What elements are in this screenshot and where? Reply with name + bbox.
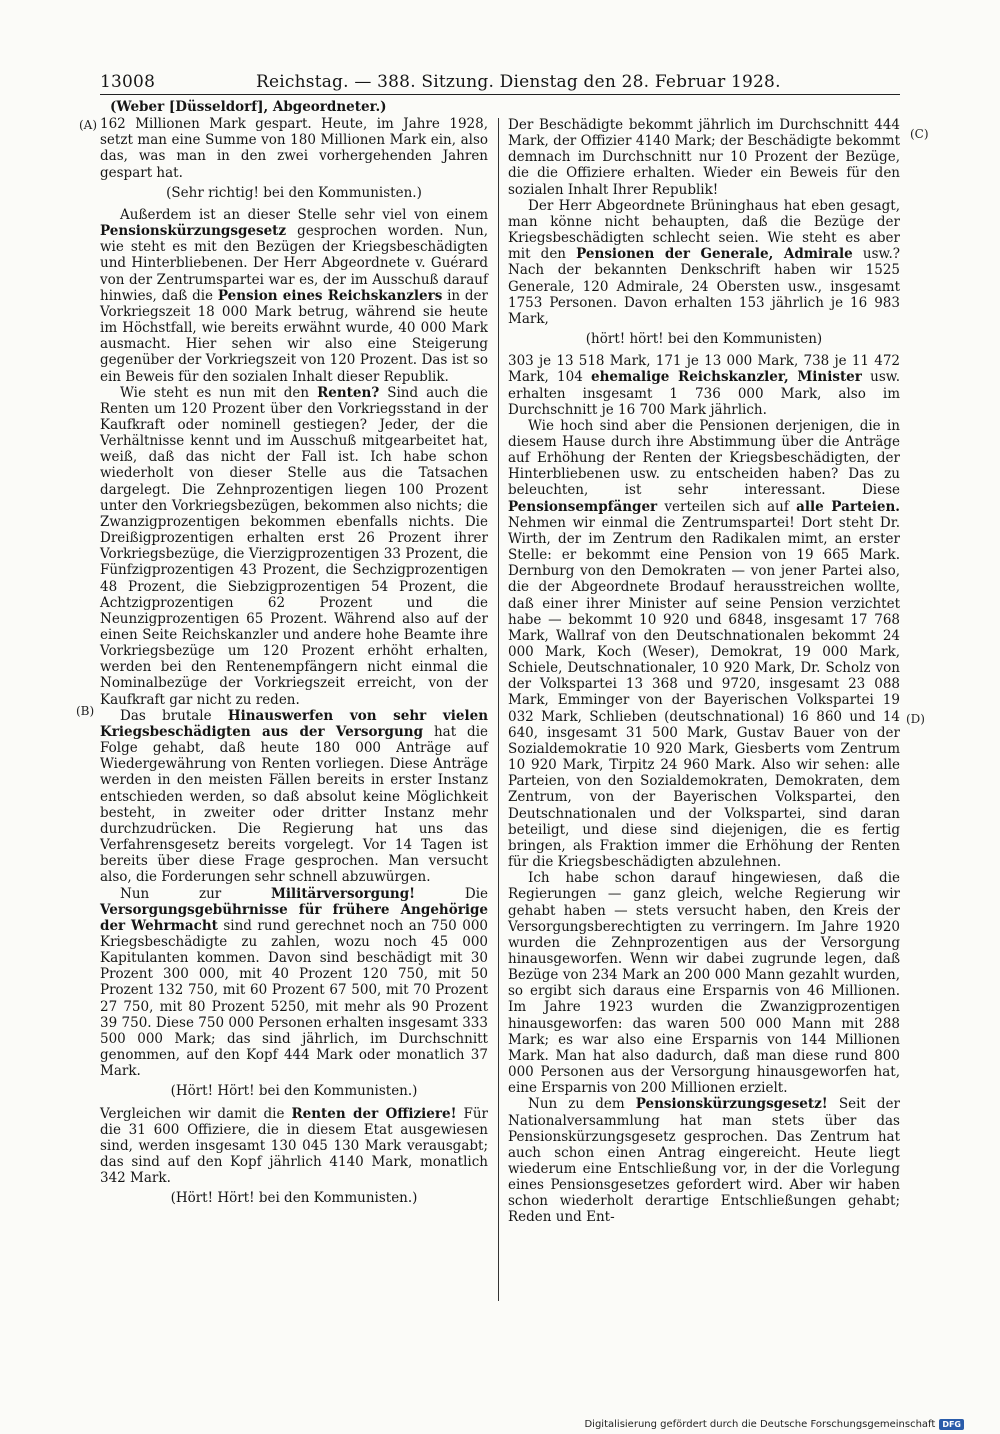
paragraph: Außerdem ist an dieser Stelle sehr viel von einem Pensionskürzungsgesetz gesprochen worden. Nun, wie steht es mit den Bezügen der Kriegsbeschädigten und Hinterbliebenen. Der Herr Abgeordnete v. Guérard von der Zentrumspartei war es, der im Ausschuß darauf hinwies, daß die Pension eines Reichskanzlers in der Vorkriegszeit 18 000 Mark betrug, während sie heute im Höchstfall, wie bereits erwähnt wurde, 40 000 Mark ausmacht. Hier sehen wir also eine Steigerung gegenüber der Vorkriegszeit von 120 Prozent. Das ist so ein Beweis für den sozialen Inhalt dieser Republik. [100,206,489,385]
interjection: (hört! hört! bei den Kommunisten) [585,331,823,348]
paragraph: Der Herr Abgeordnete Brüninghaus hat eben gesagt, man könne nicht behaupten, daß die Bezüge der Kriegsbeschädigten schlecht seien. Wie steht es aber mit den Pensionen der Generale, Admirale usw.? Nach der bekannten Denkschrift haben wir 1525 Generale, 120 Admirale, 24 Obersten usw., insgesamt 1753 Personen. Davon erhalten 153 jährlich je 16 983 Mark, [508,197,901,327]
margin-marker-c: (C) [910,127,929,141]
paragraph: Nun zu dem Pensionskürzungsgesetz! Seit der Nationalversammlung hat man stets über das Pensionskürzungsgesetz gesprochen. Das Zentrum hat auch schon einen Antrag eingereicht. Heute liegt wiederum eine Entschließung vor, in der die Vorlegung eines Pensionsgesetzes gefordert wird. Aber wir haben schon wiederholt derartige Entschließungen gehabt; Reden und Ent- [508,1096,900,1226]
paragraph: Vergleichen wir damit die Renten der Offiziere! Für die 31 600 Offiziere, die in diesem Etat ausgewiesen sind, werden insgesamt 130 045 130 Mark verausgabt; das sind auf den Kopf jährlich 4140 Mark, monatlich 342 Mark. [100,1105,488,1187]
paragraph: Das brutale Hinauswerfen von sehr vielen Kriegsbeschädigten aus der Versorgung hat die Folge gehabt, daß heute 180 000 Anträge auf Wiedergewährung von Renten vorliegen. Diese Anträge werden in den meisten Fällen bereits in erster Instanz entschieden werden, so daß absolut keine Möglichkeit besteht, in zweiter oder dritter Instanz mehr durchzudrücken. Die Regierung hat uns das Verfahrensgesetz bereits vorgelegt. Vor 14 Tagen ist bereits über diese Frage gesprochen. Man versucht also, die Forderungen sehr schnell abzuwürgen. [100,707,489,886]
page-header [100,72,900,94]
interjection: (Hört! Hört! bei den Kommunisten.) [170,1190,418,1207]
column-divider [498,118,499,1301]
digitization-footer [584,1419,964,1430]
interjection: (Sehr richtig! bei den Kommunisten.) [166,184,422,201]
margin-marker-b: (B) [76,704,95,718]
right-column [508,117,900,1226]
running-title: Reichstag. — 388. Sitzung. Dienstag den 28. Februar 1928. [256,72,781,92]
speaker-line: (Weber [Düsseldorf], Abgeordneter.) [110,99,387,115]
paragraph: 303 je 13 518 Mark, 171 je 13 000 Mark, 738 je 11 472 Mark, 104 ehemalige Reichskanzler, Minister usw. erhalten insgesamt 1 736 000 Mark, also im Durchschnitt je 16 700 Mark jährlich. [508,353,900,418]
footer-text: Digitalisierung gefördert durch die Deutsche Forschungsgemeinschaft [584,1419,936,1430]
paragraph: Wie hoch sind aber die Pensionen derjenigen, die in diesem Hause durch ihre Abstimmung über die Anträge auf Erhöhung der Renten der Kriegsbeschädigten, der Hinterbliebenen usw. zu entscheiden haben? Das zu beleuchten, ist sehr interessant. Diese Pensionsempfänger verteilen sich auf alle Parteien. Nehmen wir einmal die Zentrumspartei! Dort steht Dr. Wirth, der im Zentrum den Radikalen mimt, an erster Stelle: er bekommt eine Pension von 19 665 Mark. Dernburg von den Demokraten — von jener Partei also, die der Abgeordnete Brodauf herausstreichen wollte, daß einer ihrer Minister auf seine Pension verzichtet habe — bekommt 10 920 und 6848, insgesamt 17 768 Mark, Wallraf von den Deutschnationalen bekommt 24 000 Mark, Koch (Weser), Demokrat, 19 000 Mark, Schiele, Deutschnationaler, 10 920 Mark, Dr. Scholz von der Volkspartei 13 368 und 9720, insgesamt 23 088 Mark, Emminger von der Bayerischen Volkspartei 19 032 Mark, Schlieben (deutschnational) 16 860 und 14 640, insgesamt 31 500 Mark, Gustav Bauer von der Sozialdemokratie 10 920 Mark, Giesberts vom Zentrum 10 920 Mark, Tirpitz 24 960 Mark. Also wir sehen: alle Parteien, von den Sozialdemokraten, Demokraten, dem Zentrum, von der Bayerischen Volkspartei, den Deutschnationalen und der Volkspartei, sind daran beteiligt, und diese sind diejenigen, die es fertig bringen, als Fraktion immer die Erhöhung der Renten für die Kriegsbeschädigten abzulehnen. [508,417,900,871]
page-number: 13008 [100,72,156,92]
interjection: (Hört! Hört! bei den Kommunisten.) [170,1083,418,1100]
margin-marker-d: (D) [906,712,925,726]
paragraph: Nun zur Militärversorgung! Die Versorgungsgebührnisse für frühere Angehörige der Wehrmacht sind rund gerechnet noch an 750 000 Kriegsbeschädigte zu zahlen, wozu noch 45 000 Kapitulanten kommen. Davon sind beschädigt mit 30 Prozent 300 000, mit 40 Prozent 120 750, mit 50 Prozent 132 750, mit 60 Prozent 67 500, mit 70 Prozent 27 750, mit 80 Prozent 5250, mit mehr als 90 Prozent 39 750. Diese 750 000 Personen erhalten insgesamt 333 500 000 Mark; das sind jährlich, im Durchschnitt genommen, auf den Kopf 444 Mark oder monatlich 37 Mark. [100,885,488,1080]
paragraph: 162 Millionen Mark gespart. Heute, im Jahre 1928, setzt man eine Summe von 180 Millionen Mark ein, also das, was man in den zwei vorhergehenden Jahren gespart hat. [100,116,488,181]
header-rule [100,94,900,95]
left-column [100,99,488,1212]
paragraph: Ich habe schon darauf hingewiesen, daß die Regierungen — ganz gleich, welche Regierung wir gehabt haben — stets versucht haben, den Kreis der Versorgungsberechtigten zu verringern. Im Jahre 1920 wurden die Zehnprozentigen aus der Versorgung hinausgeworfen. Wenn wir dabei zugrunde legen, daß Bezüge von 234 Mark an 200 000 Mann gezahlt wurden, so ergibt sich daraus eine Ersparnis von 46 Millionen. Im Jahre 1923 wurden die Zwanzigprozentigen hinausgeworfen: das waren 500 000 Mann mit 288 Mark; es war also eine Ersparnis von 144 Millionen Mark. Man hat also dadurch, daß man diese rund 800 000 Personen aus der Versorgung hinausgeworfen hat, eine Ersparnis von 200 Millionen erzielt. [508,870,900,1097]
paragraph: Der Beschädigte bekommt jährlich im Durchschnitt 444 Mark, der Offizier 4140 Mark; der Beschädigte bekommt demnach im Durchschnitt nur 10 Prozent der Bezüge, die die Offiziere erhalten. Wieder ein Beweis für den sozialen Inhalt Ihrer Republik! [508,117,900,198]
paragraph: Wie steht es nun mit den Renten? Sind auch die Renten um 120 Prozent über den Vorkriegsstand in der Kaufkraft oder nominell gestiegen? Jeder, der die Verhältnisse kennt und im Ausschuß mitgearbeitet hat, weiß, daß das nicht der Fall ist. Ich habe schon wiederholt von dieser Stelle aus die Tatsachen dargelegt. Die Zehnprozentigen liegen 100 Prozent unter den Vorkriegsbezügen, bekommen also nichts; die Zwanzigprozentigen bekommen ebenfalls nichts. Die Dreißigprozentigen erhalten erst 26 Prozent ihrer Vorkriegsbezüge, die Vierzigprozentigen 33 Prozent, die Fünfzigprozentigen 43 Prozent, die Sechzigprozentigen 48 Prozent, die Siebzigprozentigen 54 Prozent, die Achtzigprozentigen 62 Prozent und die Neunzigprozentigen 65 Prozent. Während also auf der einen Seite Reichskanzler und andere hohe Beamte ihre Vorkriegsbezüge um 120 Prozent erhöht erhalten, werden bei den Rentenempfängern nicht einmal die Nominalbezüge der Vorkriegszeit erreicht, von der Kaufkraft gar nicht zu reden. [100,384,488,708]
margin-marker-a: (A) [79,118,98,132]
dfg-logo: DFG [939,1419,964,1430]
